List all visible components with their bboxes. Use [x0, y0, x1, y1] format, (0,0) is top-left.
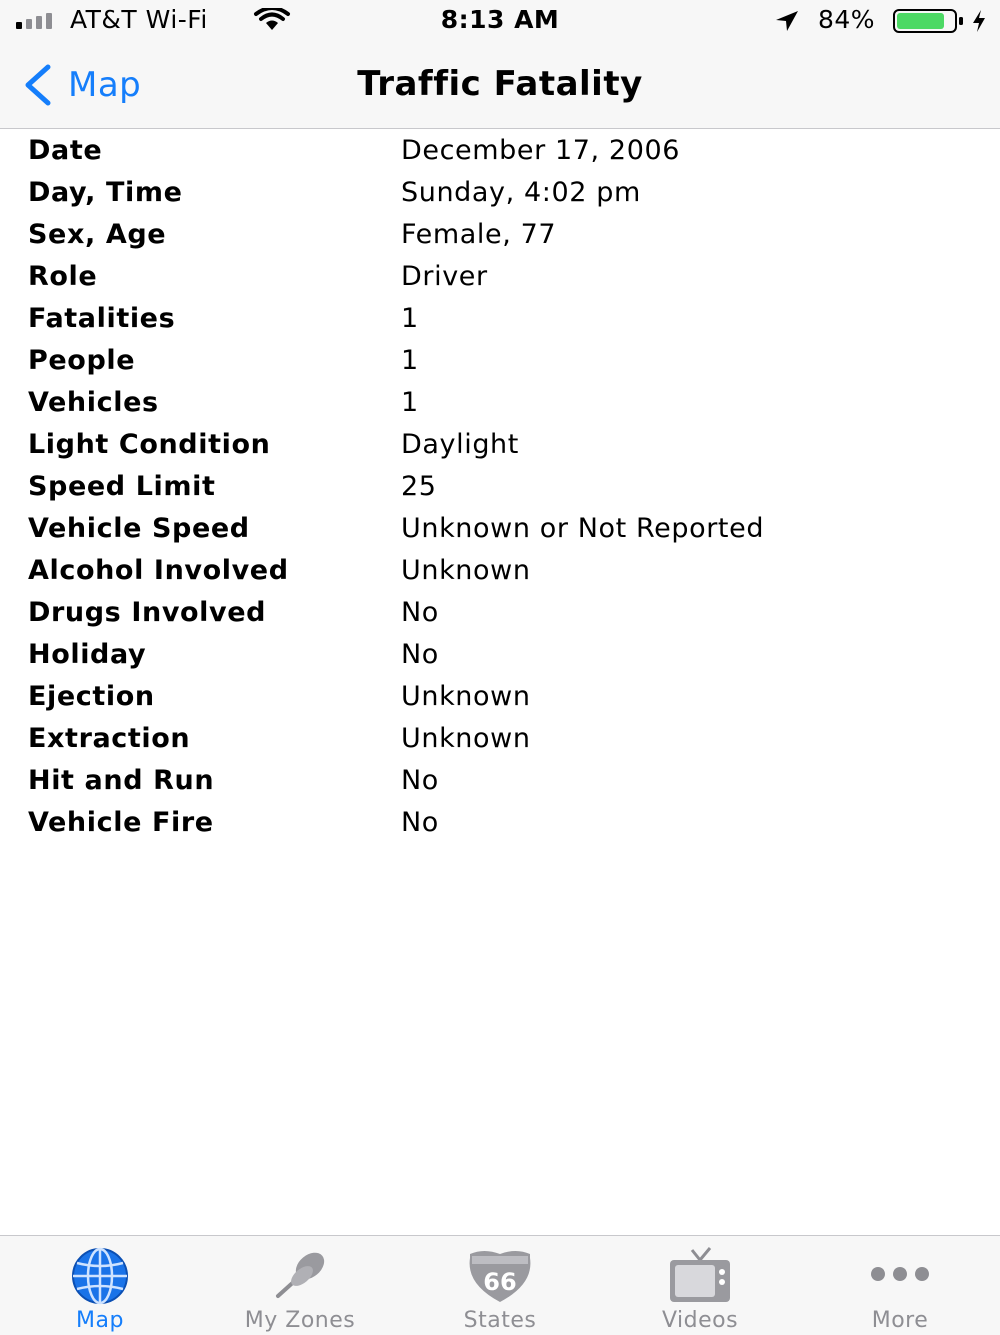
detail-row: [0, 636, 1000, 678]
tab-bar: [0, 1235, 1000, 1335]
detail-label: Speed Limit: [28, 471, 216, 502]
charging-bolt-icon: [970, 9, 988, 33]
detail-row: [0, 384, 1000, 426]
detail-label: Vehicle Fire: [28, 807, 214, 838]
detail-label: Day, Time: [28, 177, 183, 208]
detail-label: Hit and Run: [28, 765, 215, 796]
detail-value: Driver: [401, 261, 488, 292]
detail-value: No: [401, 639, 439, 670]
detail-row: [0, 342, 1000, 384]
tab-more[interactable]: [800, 1236, 1000, 1335]
tab-label: My Zones: [244, 1308, 356, 1333]
detail-label: Vehicles: [28, 387, 159, 418]
page-title: Traffic Fatality: [357, 64, 643, 104]
detail-row: [0, 468, 1000, 510]
detail-label: Light Condition: [28, 429, 271, 460]
detail-value: Daylight: [401, 429, 519, 460]
detail-value: Unknown: [401, 555, 531, 586]
tab-label: Map: [76, 1308, 124, 1333]
svg-text:66: 66: [483, 1268, 517, 1296]
tab-label: More: [871, 1308, 929, 1333]
detail-label: Sex, Age: [28, 219, 167, 250]
detail-row: [0, 762, 1000, 804]
detail-row: [0, 804, 1000, 846]
globe-icon: [60, 1246, 140, 1306]
detail-label: Holiday: [28, 639, 147, 670]
detail-value: 25: [401, 471, 437, 502]
battery-icon: [893, 9, 965, 33]
detail-value: 1: [401, 303, 419, 334]
detail-row: [0, 174, 1000, 216]
detail-label: Role: [28, 261, 98, 292]
detail-value: 1: [401, 387, 419, 418]
tab-map[interactable]: [0, 1236, 200, 1335]
tab-label: Videos: [661, 1308, 739, 1333]
detail-label: Fatalities: [28, 303, 176, 334]
detail-label: People: [28, 345, 136, 376]
detail-label: Ejection: [28, 681, 155, 712]
back-button-label: Map: [68, 65, 142, 105]
detail-row: [0, 300, 1000, 342]
detail-label: Vehicle Speed: [28, 513, 250, 544]
detail-row: [0, 132, 1000, 174]
tab-states[interactable]: [400, 1236, 600, 1335]
tab-my-zones[interactable]: [200, 1236, 400, 1335]
detail-value: Female, 77: [401, 219, 557, 250]
detail-value: 1: [401, 345, 419, 376]
detail-row: [0, 720, 1000, 762]
status-time: 8:13 AM: [440, 5, 560, 34]
detail-row: [0, 216, 1000, 258]
detail-row: [0, 678, 1000, 720]
battery-percent: 84%: [818, 5, 876, 34]
detail-value: Unknown or Not Reported: [401, 513, 765, 544]
detail-value: No: [401, 597, 439, 628]
navigation-bar: [0, 40, 1000, 129]
detail-label: Date: [28, 135, 103, 166]
detail-row: [0, 552, 1000, 594]
detail-value: No: [401, 765, 439, 796]
carrier-label: AT&T Wi-Fi: [70, 5, 208, 34]
detail-value: December 17, 2006: [401, 135, 681, 166]
detail-value: Unknown: [401, 681, 531, 712]
detail-row: [0, 258, 1000, 300]
detail-label: Extraction: [28, 723, 191, 754]
pushpin-icon: [260, 1246, 340, 1306]
detail-row: [0, 510, 1000, 552]
detail-label: Alcohol Involved: [28, 555, 289, 586]
tab-videos[interactable]: [600, 1236, 800, 1335]
detail-row: [0, 426, 1000, 468]
detail-value: Sunday, 4:02 pm: [401, 177, 641, 208]
route-66-shield-icon: [460, 1246, 540, 1306]
detail-label: Drugs Involved: [28, 597, 267, 628]
location-arrow-icon: [774, 9, 800, 33]
more-dots-icon: [860, 1246, 940, 1306]
fatality-details-list: [0, 132, 1000, 846]
status-bar: [0, 0, 1000, 40]
tv-icon: [660, 1246, 740, 1306]
detail-value: Unknown: [401, 723, 531, 754]
tab-label: States: [463, 1308, 537, 1333]
detail-value: No: [401, 807, 439, 838]
detail-row: [0, 594, 1000, 636]
